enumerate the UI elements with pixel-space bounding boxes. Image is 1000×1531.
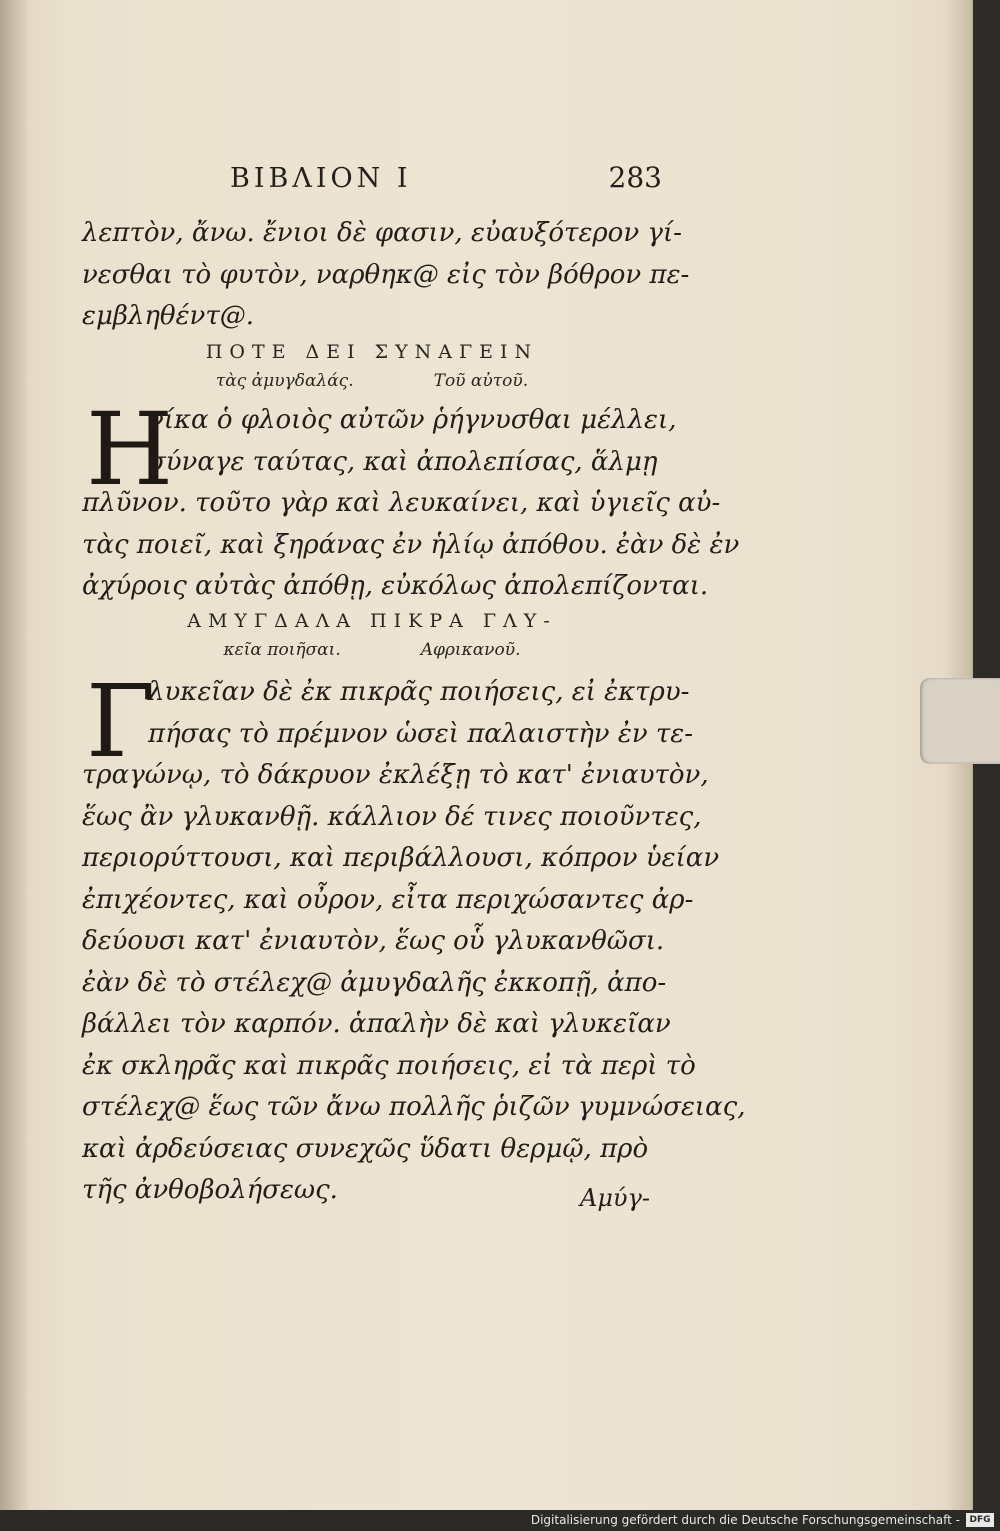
drop-cap: Γ	[86, 663, 156, 780]
text-line: ἐὰν δὲ τὸ στέλεχ@ ἀμυγδαλῆς ἐκκοπῇ, ἀπο-	[82, 967, 667, 998]
section-heading-2	[82, 606, 662, 664]
text-line: τραγώνῳ, τὸ δάκρυον ἐκλέξῃ τὸ κατ' ἐνιαυτὸν,	[82, 760, 709, 790]
text-line: πλῦνον. τοῦτο γὰρ καὶ λευκαίνει, καὶ ὑγιεῖς αὐ-	[82, 488, 721, 518]
text-line: ἐπιχέοντες, καὶ οὖρον, εἶτα περιχώσαντες ἀρ-	[82, 884, 694, 915]
text-line: δεύουσι κατ' ἐνιαυτὸν, ἕως οὗ γλυκανθῶσι.	[82, 926, 665, 956]
heading-line: ΑΜΥΓΔΑΛΑ ΠΙΚΡΑ ΓΛΥ-	[187, 610, 557, 632]
running-title: ΒΙΒΛΙΟΝ Ι	[230, 163, 412, 194]
section-heading-1	[82, 337, 662, 395]
drop-cap: Η	[86, 391, 174, 508]
text-line: ἀχύροις αὐτὰς ἀπόθῃ, εὐκόλως ἀπολεπίζονται.	[82, 571, 709, 601]
text-line: στέλεχ@ ἕως τῶν ἄνω πολλῆς ῥιζῶν γυμνώσειας,	[82, 1092, 746, 1122]
text-line: λεπτὸν, ἄνω. ἔνιοι δὲ φασιν, εὐαυξότερον γί-	[82, 218, 682, 248]
text-line: ἕως ἂν γλυκανθῇ. κάλλιον δέ τινες ποιοῦντες,	[82, 801, 702, 832]
text-line: βάλλει τὸν καρπόν. ἁπαλὴν δὲ καὶ γλυκεῖαν	[82, 1009, 671, 1039]
heading-attribution: Τοῦ αὐτοῦ.	[433, 371, 529, 391]
dfg-logo: DFG	[966, 1513, 994, 1527]
digitization-footer	[0, 1510, 1000, 1531]
text-line: τῆς ἀνθοβολήσεως.	[82, 1175, 338, 1205]
gutter-shadow	[0, 0, 30, 1510]
paragraph-2	[82, 391, 740, 608]
text-line: καὶ ἀρδεύσειας συνεχῶς ὕδατι θερμῷ, πρὸ	[82, 1133, 649, 1164]
text-line: νίκα ὁ φλοιὸς αὐτῶν ῥήγνυσθαι μέλλει,	[148, 405, 677, 435]
heading-line: ΠΟΤΕ ΔΕΙ ΣΥΝΑΓΕΙΝ	[205, 341, 539, 363]
text-line: τὰς ποιεῖ, καὶ ξηράνας ἐν ἡλίῳ ἀπόθου. ἐὰν δὲ ἐν	[82, 529, 740, 560]
heading-subtitle: τὰς ἀμυγδαλάς.	[215, 371, 354, 391]
heading-subtitle: κεῖα ποιῆσαι.	[223, 640, 341, 660]
catchword: Αμύγ-	[580, 1184, 650, 1212]
paragraph-1	[82, 213, 690, 338]
page-number: 283	[608, 161, 662, 194]
heading-subline	[82, 636, 662, 664]
text-line: σύναγε ταύτας, καὶ ἀπολεπίσας, ἅλμῃ	[148, 446, 658, 477]
text-line: εμβληθέντ@.	[82, 301, 254, 331]
footer-credit: Digitalisierung gefördert durch die Deutsche Forschungsgemeinschaft -	[530, 1513, 960, 1527]
text-line: πήσας τὸ πρέμνον ὡσεὶ παλαιστὴν ἐν τε-	[148, 718, 694, 749]
text-line: λυκεῖαν δὲ ἐκ πικρᾶς ποιήσεις, εἰ ἐκτρυ-	[148, 677, 690, 707]
page-clip	[920, 678, 1000, 764]
text-line: νεσθαι τὸ φυτὸν, ναρθηκ@ εἰς τὸν βόθρον πε-	[82, 259, 690, 290]
running-header	[230, 163, 662, 199]
text-line: ἐκ σκληρᾶς καὶ πικρᾶς ποιήσεις, εἰ τὰ περὶ τὸ	[82, 1050, 696, 1081]
text-line: περιορύττουσι, καὶ περιβάλλουσι, κόπρον ὑείαν	[82, 843, 720, 873]
paragraph-3	[82, 663, 746, 1212]
heading-attribution: Αφρικανοῦ.	[420, 640, 521, 660]
